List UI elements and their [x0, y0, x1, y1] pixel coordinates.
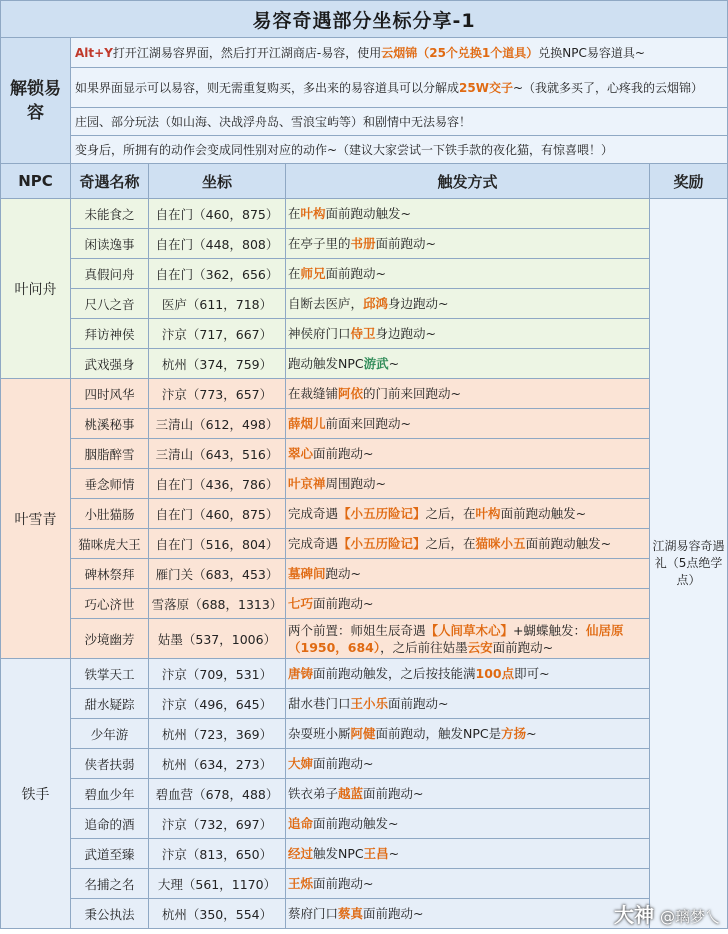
text-part: 100点 — [475, 666, 515, 681]
encounter-name: 猫咪虎大王 — [71, 529, 149, 559]
text-part: 游武 — [363, 356, 389, 371]
text-part: 庄园、部分玩法（如山海、决战浮舟岛、雪浪宝屿等）和剧情中无法易容！ — [75, 114, 472, 129]
encounter-name: 碑林祭拜 — [71, 559, 149, 589]
coordinate: 姑墨（537，1006） — [149, 619, 286, 659]
table-row — [1, 439, 728, 469]
coordinate: 自在门（362，656） — [149, 259, 286, 289]
text-part: 面前跑动~ — [492, 639, 554, 655]
encounter-name: 侠者扶弱 — [71, 749, 149, 779]
text-part: Alt+Y — [75, 45, 113, 60]
encounter-name: 铁掌天工 — [71, 659, 149, 689]
text-part: 在裁缝铺 — [288, 386, 339, 401]
text-part: 完成奇遇 — [288, 536, 339, 551]
coordinate: 自在门（448，808） — [149, 229, 286, 259]
text-part: 跑动~ — [325, 566, 361, 581]
trigger-method — [286, 809, 650, 839]
page-title: 易容奇遇部分坐标分享-1 — [1, 1, 728, 38]
encounter-name: 胭脂醉雪 — [71, 439, 149, 469]
name-header: 奇遇名称 — [71, 164, 149, 199]
text-part: +蝴蝶触发： — [513, 622, 587, 638]
trigger-method — [286, 319, 650, 349]
table-row — [1, 719, 728, 749]
unlock-text — [71, 38, 728, 68]
coordinate: 汴京（709，531） — [149, 659, 286, 689]
text-part: 甜水巷门口 — [288, 696, 351, 711]
text-part: 两个前置：师姐生辰奇遇 — [288, 622, 426, 638]
text-part: 面前跑动触发~ — [325, 206, 412, 221]
text-part: 身边跑动~ — [375, 326, 437, 341]
text-part: 之后，在 — [425, 536, 476, 551]
text-part: 云烟锦（25个兑换1个道具） — [381, 45, 539, 60]
text-part: 叶京禅 — [288, 476, 326, 491]
text-part: 面前跑动~ — [313, 446, 374, 461]
text-part: 叶构 — [475, 506, 501, 521]
trigger-method — [286, 899, 650, 929]
encounter-name: 秉公执法 — [71, 899, 149, 929]
unlock-row — [1, 68, 728, 108]
coordinate: 雁门关（683，453） — [149, 559, 286, 589]
npc-cell: 叶问舟 — [1, 199, 71, 379]
encounter-name: 四时风华 — [71, 379, 149, 409]
watermark — [614, 899, 720, 928]
text-part: 阿依 — [338, 386, 364, 401]
unlock-text — [71, 68, 728, 108]
coordinate: 大理（561，1170） — [149, 869, 286, 899]
npc-cell: 铁手 — [1, 659, 71, 929]
text-part: 面前跑动~ — [375, 236, 437, 251]
table-row — [1, 529, 728, 559]
text-part: 在 — [288, 206, 301, 221]
table-row — [1, 619, 728, 659]
text-part: 杂耍班小厮 — [288, 726, 351, 741]
text-part: 变身后，所拥有的动作会变成同性别对应的动作~（建议大家尝试一下铁手款的夜化猫，有惊喜喂！） — [75, 142, 614, 157]
table-row — [1, 259, 728, 289]
unlock-text — [71, 136, 728, 164]
text-part: 蔡府门口 — [288, 906, 339, 921]
unlock-row — [1, 108, 728, 136]
text-part: 唐铸 — [288, 666, 314, 681]
table-row — [1, 559, 728, 589]
text-part: 叶构 — [300, 206, 326, 221]
text-part: 触发NPC — [313, 846, 364, 861]
text-part: 面前跑动~ — [325, 266, 387, 281]
coordinate: 三清山（612，498） — [149, 409, 286, 439]
trigger-method — [286, 289, 650, 319]
text-part: 猫咪小五 — [475, 536, 526, 551]
coord-header: 坐标 — [149, 164, 286, 199]
table-row — [1, 229, 728, 259]
unlock-text — [71, 108, 728, 136]
coordinate: 汴京（717，667） — [149, 319, 286, 349]
text-part: 越蓝 — [338, 786, 364, 801]
table-row — [1, 409, 728, 439]
trigger-method — [286, 229, 650, 259]
trigger-method — [286, 839, 650, 869]
text-part: 打开江湖易容界面，然后打开江湖商店-易容，使用 — [112, 45, 382, 60]
table-row — [1, 589, 728, 619]
encounter-name: 名捕之名 — [71, 869, 149, 899]
unlock-row — [1, 136, 728, 164]
text-part: 身边跑动~ — [388, 296, 449, 311]
table-row — [1, 689, 728, 719]
trigger-method — [286, 349, 650, 379]
coordinate: 杭州（350，554） — [149, 899, 286, 929]
text-part: 之后，在 — [425, 506, 476, 521]
coordinate: 三清山（643，516） — [149, 439, 286, 469]
trigger-method — [286, 589, 650, 619]
text-part: 仙居原（1950，684） — [288, 622, 624, 655]
unlock-label: 解锁易容 — [1, 38, 71, 164]
encounter-name: 真假问舟 — [71, 259, 149, 289]
text-part: 在 — [288, 266, 301, 281]
unlock-row — [1, 38, 728, 68]
coordinate: 杭州（634，273） — [149, 749, 286, 779]
coordinate: 自在门（516，804） — [149, 529, 286, 559]
trigger-method — [286, 469, 650, 499]
text-part: 王昌 — [363, 846, 389, 861]
text-part: 侍卫 — [350, 326, 376, 341]
trigger-method — [286, 259, 650, 289]
text-part: 七巧 — [288, 596, 314, 611]
encounter-name: 巧心济世 — [71, 589, 149, 619]
npc-cell: 叶雪青 — [1, 379, 71, 659]
encounter-name: 尺八之音 — [71, 289, 149, 319]
text-part: 云安 — [467, 639, 493, 655]
text-part: 面前跑动~ — [313, 876, 374, 891]
coordinate: 汴京（773，657） — [149, 379, 286, 409]
text-part: 追命 — [288, 816, 314, 831]
text-part: 自断去医庐， — [288, 296, 364, 311]
encounter-name: 追命的酒 — [71, 809, 149, 839]
encounter-name: 沙境幽芳 — [71, 619, 149, 659]
text-part: 面前跑动~ — [363, 906, 424, 921]
table-row — [1, 199, 728, 229]
coordinate: 汴京（496，645） — [149, 689, 286, 719]
table-row — [1, 749, 728, 779]
reward-header: 奖励 — [650, 164, 728, 199]
encounter-name: 桃溪秘事 — [71, 409, 149, 439]
text-part: 王小乐 — [350, 696, 389, 711]
text-part: ，之后前往姑墨 — [380, 639, 468, 655]
encounter-name: 武戏强身 — [71, 349, 149, 379]
text-part: ~ — [388, 356, 400, 371]
text-part: 面前跑动，触发NPC是 — [375, 726, 502, 741]
text-part: 面前跑动触发~ — [313, 816, 399, 831]
table-row — [1, 809, 728, 839]
text-part: 大婶 — [288, 756, 314, 771]
encounter-name: 未能食之 — [71, 199, 149, 229]
text-part: 面前跑动触发~ — [500, 506, 587, 521]
text-part: 神侯府门口 — [288, 326, 351, 341]
text-part: 兑换NPC易容道具~ — [538, 45, 645, 60]
coordinate: 自在门（460，875） — [149, 499, 286, 529]
text-part: 完成奇遇 — [288, 506, 339, 521]
trigger-method — [286, 749, 650, 779]
coordinate: 碧血营（678，488） — [149, 779, 286, 809]
watermark-brand: 大神 — [613, 903, 654, 927]
text-part: ~ — [526, 726, 537, 741]
trigger-method — [286, 529, 650, 559]
text-part: 前面来回跑动~ — [325, 416, 411, 431]
text-part: 在亭子里的 — [288, 236, 351, 251]
coordinate: 自在门（460，875） — [149, 199, 286, 229]
trigger-method — [286, 869, 650, 899]
text-part: 翠心 — [288, 446, 314, 461]
text-part: 薛烟儿 — [288, 416, 326, 431]
table-row — [1, 289, 728, 319]
encounter-name: 少年游 — [71, 719, 149, 749]
text-part: 面前跑动~ — [363, 786, 424, 801]
table-row — [1, 839, 728, 869]
text-part: 墓碑间 — [288, 566, 326, 581]
encounter-name: 武道至臻 — [71, 839, 149, 869]
text-part: 面前跑动~ — [313, 596, 374, 611]
text-part: ~ — [388, 846, 400, 861]
encounter-name: 甜水疑踪 — [71, 689, 149, 719]
table-row — [1, 319, 728, 349]
reward-cell: 江湖易容奇遇礼（5点绝学点） — [650, 199, 728, 929]
text-part: 【小五历险记】 — [338, 536, 426, 551]
trigger-method — [286, 719, 650, 749]
text-part: 阿健 — [350, 726, 376, 741]
table-row — [1, 349, 728, 379]
table-row — [1, 379, 728, 409]
trigger-method — [286, 439, 650, 469]
encounter-name: 垂念师情 — [71, 469, 149, 499]
text-part: 即可~ — [514, 666, 550, 681]
text-part: 如果界面显示可以易容，则无需重复购买，多出来的易容道具可以分解成 — [75, 80, 460, 95]
encounter-name: 拜访神侯 — [71, 319, 149, 349]
watermark-user: @璃梦乀 — [659, 908, 720, 926]
encounter-name: 小肚猫肠 — [71, 499, 149, 529]
trigger-method — [286, 559, 650, 589]
table-row — [1, 469, 728, 499]
text-part: 面前跑动~ — [313, 756, 374, 771]
table-row — [1, 869, 728, 899]
npc-header: NPC — [1, 164, 71, 199]
trigger-method — [286, 379, 650, 409]
trigger-method — [286, 689, 650, 719]
trigger-method — [286, 409, 650, 439]
coordinate: 雪落原（688，1313） — [149, 589, 286, 619]
coordinate: 汴京（813，650） — [149, 839, 286, 869]
text-part: 面前跑动触发，之后按技能满 — [313, 666, 476, 681]
coordinate: 汴京（732，697） — [149, 809, 286, 839]
text-part: 周围跑动~ — [325, 476, 386, 491]
trigger-method — [286, 199, 650, 229]
trigger-method — [286, 779, 650, 809]
coordinate: 杭州（723，369） — [149, 719, 286, 749]
trigger-header: 触发方式 — [286, 164, 650, 199]
text-part: 面前跑动~ — [388, 696, 449, 711]
coordinate: 杭州（374，759） — [149, 349, 286, 379]
encounter-name: 碧血少年 — [71, 779, 149, 809]
encounter-name: 闲读逸事 — [71, 229, 149, 259]
text-part: 的门前来回跑动~ — [363, 386, 462, 401]
trigger-method — [286, 619, 650, 659]
text-part: 方扬 — [501, 726, 527, 741]
text-part: 25W交子 — [459, 80, 513, 95]
coordinate: 自在门（436，786） — [149, 469, 286, 499]
trigger-method — [286, 659, 650, 689]
text-part: ~（我就多买了，心疼我的云烟锦） — [512, 80, 704, 95]
coordinate: 医庐（611，718） — [149, 289, 286, 319]
table-row — [1, 499, 728, 529]
text-part: 书册 — [350, 236, 376, 251]
text-part: 铁衣弟子 — [288, 786, 339, 801]
table-row — [1, 779, 728, 809]
table-header — [1, 164, 728, 199]
text-part: 师兄 — [300, 266, 326, 281]
text-part: 跑动触发NPC — [288, 356, 364, 371]
table-row — [1, 659, 728, 689]
text-part: 蔡真 — [338, 906, 364, 921]
text-part: 面前跑动触发~ — [525, 536, 612, 551]
trigger-method — [286, 499, 650, 529]
text-part: 邱鸿 — [363, 296, 389, 311]
text-part: 【人间草木心】 — [425, 622, 514, 638]
text-part: 王烁 — [288, 876, 314, 891]
text-part: 【小五历险记】 — [338, 506, 426, 521]
text-part: 经过 — [288, 846, 314, 861]
